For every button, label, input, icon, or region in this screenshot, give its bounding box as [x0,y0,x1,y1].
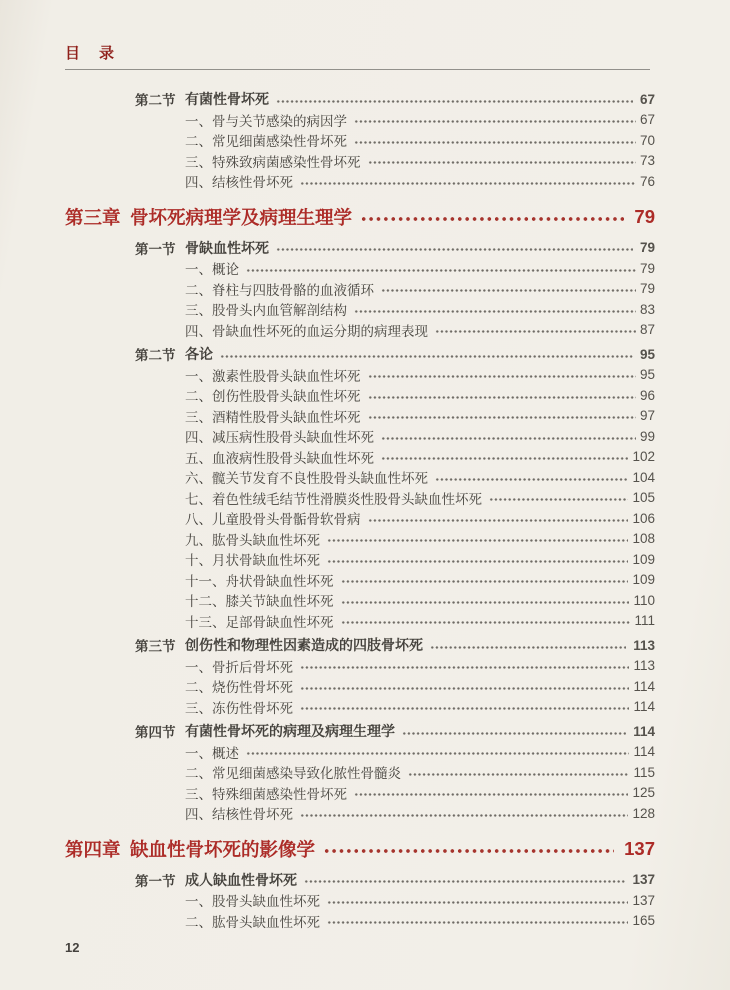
dot-leader [435,327,636,336]
toc-row [65,447,655,468]
toc-row [65,279,655,300]
dot-leader [327,918,628,927]
dot-leader [368,158,636,167]
toc-page-number: 95 [639,367,655,383]
toc-row-title: 成人缺血性骨坏死 [185,871,297,888]
toc-row [65,299,655,320]
toc-row-title: 六、髋关节发育不良性股骨头缺血性坏死 [185,471,428,487]
toc-row-title: 一、骨与关节感染的病因学 [185,113,347,129]
toc-row [65,385,655,406]
toc-page-number: 109 [632,572,655,588]
toc-page-number: 67 [639,112,655,128]
dot-leader [368,516,629,525]
dot-leader [430,643,626,652]
toc-row [65,365,655,386]
toc-page-number: 97 [639,408,655,424]
toc-page-number: 76 [639,173,655,189]
dot-leader [300,179,636,188]
toc-page-number: 79 [639,260,655,276]
toc-row [65,762,655,783]
toc-page-number: 165 [632,913,655,929]
toc-page-number: 67 [639,91,655,107]
toc-page-number: 109 [632,551,655,567]
toc-list [65,70,655,931]
toc-row [65,204,655,230]
toc-row-title: 一、概论 [185,262,239,278]
dot-leader [327,536,628,545]
toc-page-number: 79 [639,281,655,297]
toc-row [65,320,655,341]
toc-row [65,570,655,591]
dot-leader [327,898,628,907]
toc-row-title: 三、冻伤性骨坏死 [185,700,293,716]
toc-page-number: 106 [632,510,655,526]
dot-leader [368,372,636,381]
toc-page-number: 114 [633,699,655,715]
toc-page-number: 70 [639,132,655,148]
toc-row-title: 四、骨缺血性坏死的血运分期的病理表现 [185,323,428,339]
toc-page-number: 96 [639,387,655,403]
toc-page-number: 113 [633,637,655,653]
toc-row-title: 一、概述 [185,745,239,761]
toc-row-label: 第三章 [65,206,121,228]
toc-row [65,426,655,447]
toc-page-number: 87 [639,322,655,338]
toc-row [65,549,655,570]
toc-row-title: 二、常见细菌感染导致化脓性骨髓炎 [185,766,401,782]
toc-row [65,836,655,862]
dot-leader [408,770,629,779]
toc-page-number: 125 [632,785,655,801]
toc-row [65,656,655,677]
toc-page-number: 73 [639,153,655,169]
dot-leader [323,845,614,857]
toc-row-title: 骨坏死病理学及病理生理学 [130,206,353,228]
toc-row [65,803,655,824]
dot-leader [300,663,629,672]
dot-leader [368,413,636,422]
toc-row-label: 第一节 [135,241,176,257]
toc-page-number: 108 [632,531,655,547]
toc-page-number: 114 [633,744,655,760]
toc-row-title: 三、特殊致病菌感染性骨坏死 [185,154,361,170]
dot-leader [435,475,628,484]
toc-page-number: 83 [639,301,655,317]
dot-leader [276,245,633,254]
toc-row [65,110,655,131]
toc-page-number: 128 [632,805,655,821]
toc-row [65,467,655,488]
toc-page-number: 79 [639,240,655,256]
toc-row-title: 三、特殊细菌感染性骨坏死 [185,786,347,802]
toc-row-title: 创伤性和物理性因素造成的四肢骨坏死 [185,637,423,654]
toc-row-title: 二、肱骨头缺血性坏死 [185,914,320,930]
toc-row [65,238,655,259]
toc-row-title: 有菌性骨坏死的病理及病理生理学 [185,723,395,740]
dot-leader [341,618,631,627]
toc-row [65,611,655,632]
toc-row-title: 有菌性骨坏死 [185,91,269,108]
toc-row-label: 第四节 [135,725,176,741]
dot-leader [300,684,629,693]
toc-row-title: 二、创伤性股骨头缺血性坏死 [185,389,361,405]
dot-leader [354,790,628,799]
toc-page-number: 104 [632,469,655,485]
toc-row [65,635,655,656]
toc-row-title: 一、骨折后骨坏死 [185,659,293,675]
dot-leader [300,811,628,820]
dot-leader [381,286,636,295]
toc-row-title: 二、烧伤性骨坏死 [185,680,293,696]
toc-row [65,508,655,529]
dot-leader [276,97,633,106]
toc-row-title: 各论 [185,346,213,363]
toc-row-title: 十、月状骨缺血性坏死 [185,553,320,569]
toc-row-title: 九、肱骨头缺血性坏死 [185,532,320,548]
toc-page-number: 113 [633,658,655,674]
dot-leader [304,877,625,886]
toc-page-number: 110 [633,592,655,608]
toc-row [65,171,655,192]
toc-page-number: 114 [633,723,655,739]
toc-row [65,488,655,509]
toc-row-title: 十一、舟状骨缺血性坏死 [185,573,334,589]
dot-leader [341,577,629,586]
toc-row-title: 七、着色性绒毛结节性滑膜炎性股骨头缺血性坏死 [185,491,482,507]
toc-row [65,697,655,718]
toc-row [65,151,655,172]
dot-leader [381,434,636,443]
toc-page-number: 137 [632,892,655,908]
toc-row [65,258,655,279]
toc-page-number: 99 [639,428,655,444]
dot-leader [360,213,624,225]
toc-page-number: 79 [634,205,655,227]
toc-page-number: 114 [633,678,655,694]
toc-page-number: 95 [639,346,655,362]
toc-row [65,344,655,365]
toc-row [65,590,655,611]
toc-row-title: 三、酒精性股骨头缺血性坏死 [185,409,361,425]
dot-leader [327,557,628,566]
toc-row-title: 一、激素性股骨头缺血性坏死 [185,368,361,384]
toc-row [65,406,655,427]
toc-header-title: 目 录 [65,42,650,70]
dot-leader [402,729,626,738]
toc-page-number: 137 [632,872,655,888]
toc-row [65,529,655,550]
toc-row [65,742,655,763]
toc-row-title: 四、结核性骨坏死 [185,175,293,191]
dot-leader [341,598,630,607]
toc-row [65,911,655,932]
dot-leader [381,454,628,463]
dot-leader [489,495,628,504]
toc-row-title: 四、结核性骨坏死 [185,807,293,823]
toc-row [65,130,655,151]
toc-row-label: 第二节 [135,348,176,364]
toc-row-title: 十三、足部骨缺血性坏死 [185,614,334,630]
dot-leader [246,266,636,275]
toc-row-label: 第三节 [135,639,176,655]
toc-row [65,89,655,110]
toc-row-title: 缺血性骨坏死的影像学 [130,838,316,860]
dot-leader [368,393,636,402]
toc-row-title: 二、脊柱与四肢骨骼的血液循环 [185,282,374,298]
dot-leader [220,352,633,361]
dot-leader [354,117,636,126]
dot-leader [354,138,636,147]
toc-row-title: 三、股骨头内血管解剖结构 [185,303,347,319]
toc-row-title: 十二、膝关节缺血性坏死 [185,594,334,610]
dot-leader [246,749,629,758]
toc-row-title: 骨缺血性坏死 [185,239,269,256]
toc-page-number: 115 [633,764,655,780]
toc-page-number: 111 [634,613,655,629]
toc-row-title: 四、减压病性股骨头缺血性坏死 [185,430,374,446]
dot-leader [354,307,636,316]
toc-page-number: 105 [632,490,655,506]
toc-row-label: 第四章 [65,838,121,860]
toc-row-title: 一、股骨头缺血性坏死 [185,894,320,910]
toc-row-title: 五、血液病性股骨头缺血性坏死 [185,450,374,466]
toc-row [65,721,655,742]
toc-row [65,676,655,697]
toc-row-title: 二、常见细菌感染性骨坏死 [185,134,347,150]
toc-page-number: 137 [624,837,655,859]
toc-content [65,42,655,931]
footer-page-number: 12 [65,940,80,955]
toc-row-label: 第一节 [135,873,176,889]
toc-row-title: 八、儿童股骨头骨骺骨软骨病 [185,512,361,528]
toc-row-label: 第二节 [135,93,176,109]
toc-row [65,783,655,804]
dot-leader [300,704,629,713]
toc-row [65,870,655,891]
toc-page-number: 102 [632,449,655,465]
toc-row [65,890,655,911]
